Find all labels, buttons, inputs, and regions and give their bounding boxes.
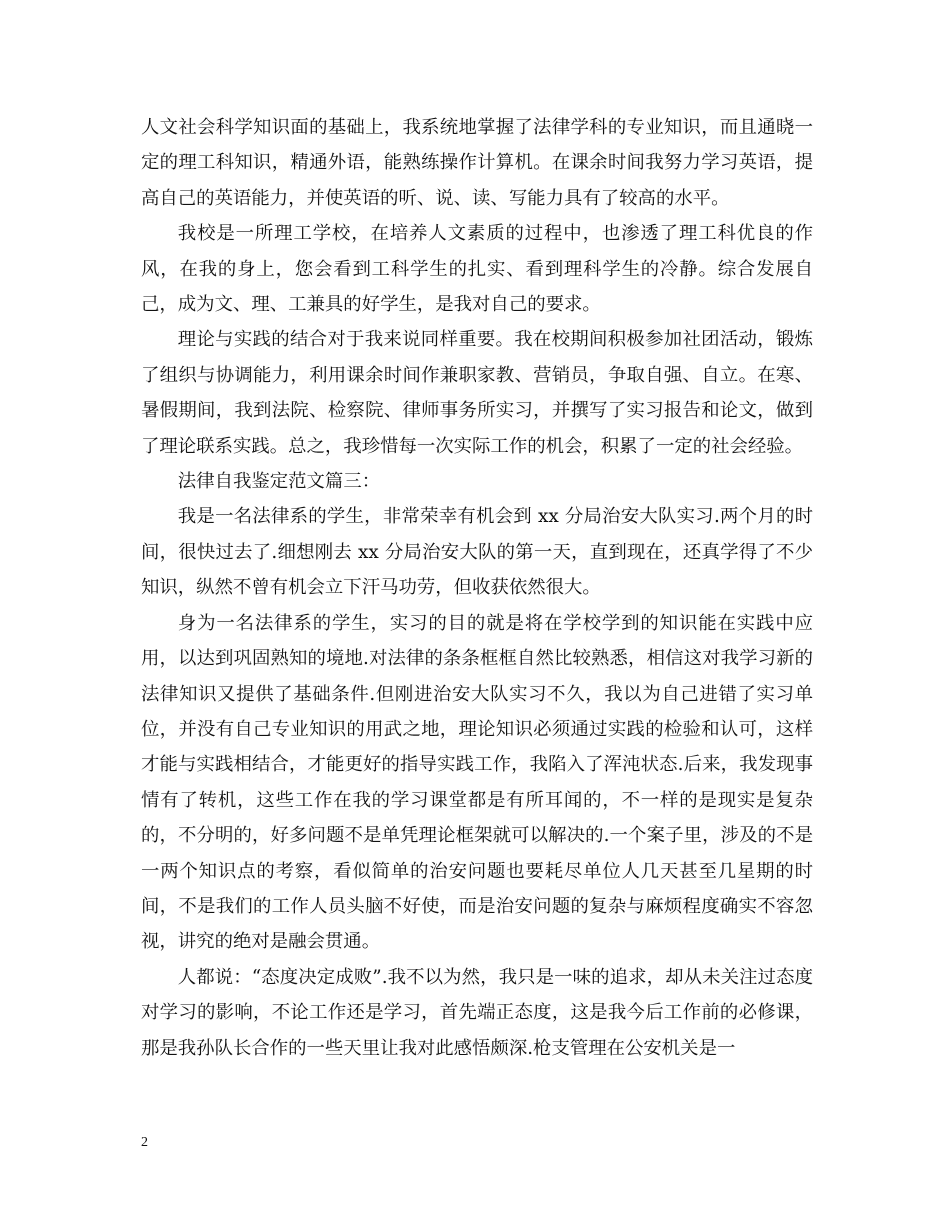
document-body <box>141 110 813 1066</box>
paragraph-6: 身为一名法律系的学生，实习的目的就是将在学校学到的知识能在实践中应用，以达到巩固熟知的境地.对法律的条条框框自然比较熟悉，相信这对我学习新的法律知识又提供了基础条件.但刚进治安大队实习不久，我以为自己进错了实习单位，并没有自己专业知识的用武之地，理论知识必须通过实践的检验和认可，这样才能与实践相结合，才能更好的指导实践工作，我陷入了浑沌状态.后来，我发现事情有了转机，这些工作在我的学习课堂都是有所耳闻的，不一样的是现实是复杂的，不分明的，好多问题不是单凭理论框架就可以解决的.一个案子里，涉及的不是一两个知识点的考察，看似简单的治安问题也要耗尽单位人几天甚至几星期的时间，不是我们的工作人员头脑不好使，而是治安问题的复杂与麻烦程度确实不容忽视，讲究的绝对是融会贯通。 <box>141 612 813 953</box>
paragraph-2: 我校是一所理工学校，在培养人文素质的过程中，也渗透了理工科优良的作风，在我的身上，您会看到工科学生的扎实、看到理科学生的冷静。综合发展自己，成为文、理、工兼具的好学生，是我对自己的要求。 <box>141 223 813 316</box>
paragraph-5: 我是一名法律系的学生，非常荣幸有机会到 xx 分局治安大队实习.两个月的时间，很快过去了.细想刚去 xx 分局治安大队的第一天，直到现在，还真学得了不少知识，纵然不曾有机会立下汗马功劳，但收获依然很大。 <box>141 506 813 599</box>
section-heading: 法律自我鉴定范文篇三： <box>177 471 381 493</box>
paragraph-1: 人文社会科学知识面的基础上，我系统地掌握了法律学科的专业知识，而且通晓一定的理工科知识，精通外语，能熟练操作计算机。在课余时间我努力学习英语，提高自己的英语能力，并使英语的听、说、读、写能力具有了较高的水平。 <box>141 117 813 209</box>
page-number: 2 <box>141 1135 148 1150</box>
paragraph-7: 人都说：“态度决定成败”.我不以为然，我只是一味的追求，却从未关注过态度对学习的影响，不论工作还是学习，首先端正态度，这是我今后工作前的必修课，那是我孙队长合作的一些天里让我对此感悟颇深.枪支管理在公安机关是一 <box>141 966 813 1059</box>
paragraph-3: 理论与实践的结合对于我来说同样重要。我在校期间积极参加社团活动，锻炼了组织与协调能力，利用课余时间作兼职家教、营销员，争取自强、自立。在寒、暑假期间，我到法院、检察院、律师事务所实习，并撰写了实习报告和论文，做到了理论联系实践。总之，我珍惜每一次实际工作的机会，积累了一定的社会经验。 <box>141 329 813 457</box>
